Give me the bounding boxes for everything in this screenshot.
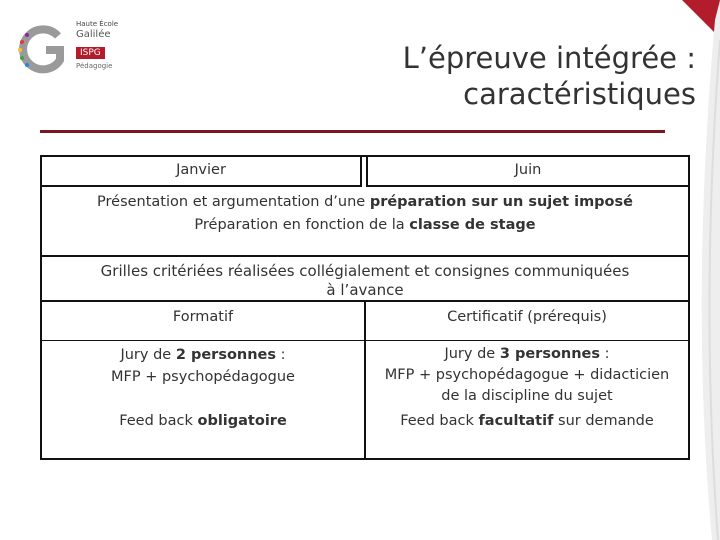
- presentation-line2: [42, 214, 688, 237]
- jury-formatif-suffix: :: [276, 347, 286, 363]
- logo-badge: ISPG: [76, 47, 105, 59]
- feedback-formatif-bold: obligatoire: [197, 413, 287, 429]
- slide-title-line1: L’épreuve intégrée :: [402, 41, 696, 75]
- column-formatif-label: Formatif: [172, 309, 234, 325]
- jury-certificatif-suffix: :: [600, 346, 610, 362]
- logo-g-emblem-icon: [14, 20, 74, 80]
- feedback-certificatif: [366, 413, 688, 429]
- presentation-line2-bold: classe de stage: [409, 217, 536, 233]
- row-divider: [42, 340, 688, 341]
- jury-formatif-prefix: Jury de: [120, 347, 176, 363]
- jury-certificatif-prefix: Jury de: [444, 346, 500, 362]
- feedback-certificatif-prefix: Feed back: [400, 413, 479, 429]
- header-janvier-label: Janvier: [176, 162, 226, 178]
- slide-title-line2: caractéristiques: [463, 77, 696, 111]
- grilles-line1: Grilles critériées réalisées collégialement et consignes communiquées: [100, 262, 630, 280]
- header-juin: [366, 155, 690, 187]
- jury-formatif: [42, 344, 364, 388]
- presentation-line1-bold: préparation sur un sujet imposé: [369, 194, 633, 210]
- column-certificatif: [366, 309, 688, 325]
- jury-certificatif-line1: [366, 344, 688, 365]
- presentation-line2-prefix: Préparation en fonction de la: [194, 217, 410, 233]
- title-underline: [40, 130, 665, 133]
- jury-formatif-count: 2 personnes: [175, 347, 277, 363]
- header-juin-label: Juin: [514, 162, 542, 178]
- presentation-line1: [42, 191, 688, 214]
- feedback-certificatif-suffix: sur demande: [553, 413, 654, 429]
- school-logo: [14, 20, 154, 84]
- presentation-line1-prefix: Présentation et argumentation d’une: [97, 194, 370, 210]
- jury-formatif-line2: MFP + psychopédagogue: [111, 369, 295, 385]
- feedback-formatif-prefix: Feed back: [119, 413, 198, 429]
- column-certificatif-label: Certificatif (prérequis): [447, 309, 607, 325]
- feedback-certificatif-bold: facultatif: [478, 413, 554, 429]
- logo-school-type: Haute École: [76, 20, 119, 28]
- jury-certificatif-line3: de la discipline du sujet: [441, 388, 613, 404]
- jury-formatif-line1: [42, 344, 364, 366]
- jury-certificatif-line2: MFP + psychopédagogue + didacticien: [384, 367, 670, 383]
- slide-title: [276, 40, 696, 112]
- logo-school-name: Galilée: [76, 29, 111, 40]
- logo-department: Pédagogie: [76, 62, 113, 70]
- jury-certificatif-count: 3 personnes: [499, 346, 601, 362]
- grilles-line2: à l’avance: [326, 281, 404, 299]
- grilles-block: [42, 260, 688, 302]
- column-formatif: [42, 309, 364, 325]
- jury-certificatif: [366, 344, 688, 407]
- presentation-block: [42, 189, 688, 257]
- feedback-formatif: [42, 413, 364, 429]
- header-janvier: [40, 155, 362, 187]
